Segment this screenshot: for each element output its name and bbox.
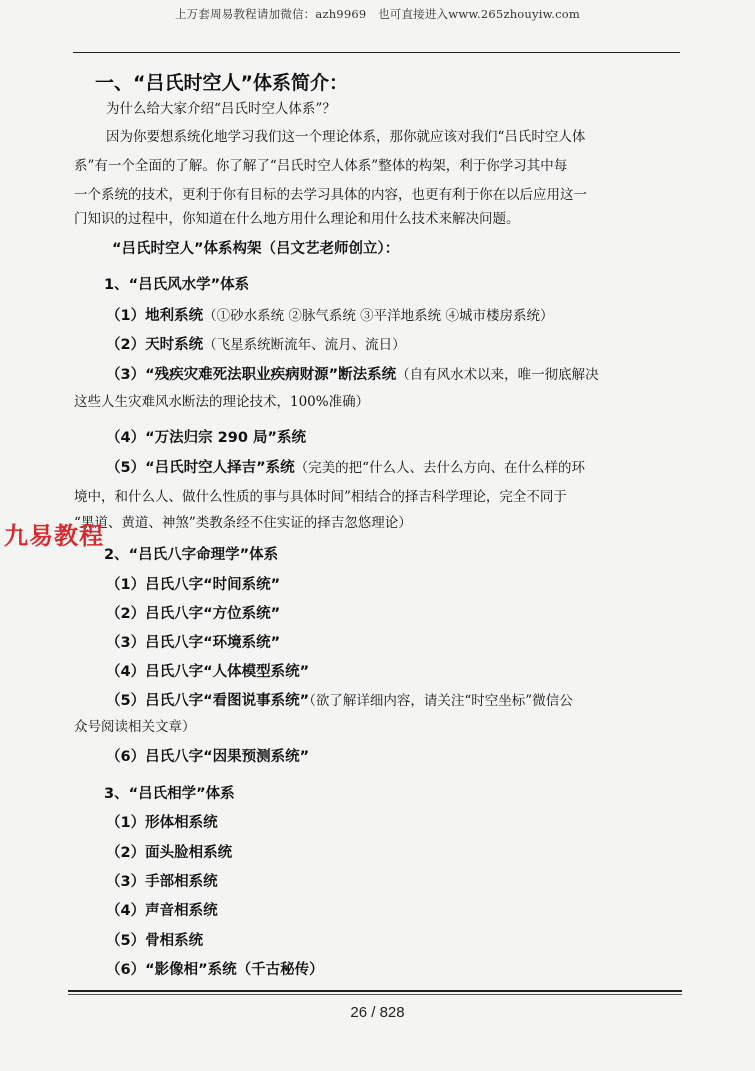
item-label: （2）天时系统 (106, 337, 204, 353)
watermark-logo: 九易教程 (4, 522, 104, 550)
item-detail-continuation: “黑道、黄道、神煞”类教条经不住实证的择吉忽悠理论） (74, 515, 412, 531)
item-detail: （①砂水系统 ②脉气系统 ③平洋地系统 ④城市楼房系统） (203, 308, 554, 324)
header-banner: 上万套周易教程请加微信：azh9969 也可直接进入www.265zhouyiw.com (174, 7, 581, 21)
item-detail: （自有风水术以来，唯一彻底解决 (396, 367, 599, 383)
framework-title: “吕氏时空人”体系构架（吕文艺老师创立）： (112, 241, 400, 257)
page-number: 26 / 828 (350, 1004, 405, 1021)
item-detail: （完美的把“什么人、去什么方向、在什么样的环 (294, 460, 586, 476)
item-label: （5）“吕氏时空人择吉”系统 (106, 460, 295, 476)
bottom-divider (68, 990, 682, 992)
list-item: （3）手部相系统 (106, 874, 218, 890)
item-detail-continuation: 众号阅读相关文章） (74, 719, 196, 735)
list-item (106, 307, 755, 325)
list-item (106, 366, 755, 384)
intro-question: 为什么给大家介绍“吕氏时空人体系”？ (106, 101, 336, 117)
intro-paragraph-line: 系”有一个全面的了解。你了解了“吕氏时空人体系”整体的构架，利于你学习其中每 (74, 158, 568, 174)
section-title: 一、“吕氏时空人”体系简介： (95, 72, 348, 94)
list-item (106, 336, 755, 354)
item-detail: （欲了解详细内容，请关注“时空坐标”微信公 (309, 693, 573, 709)
item-detail-continuation: 这些人生灾难风水断法的理论技术，100%准确） (74, 394, 370, 410)
list-item: （1）吕氏八字“时间系统” (106, 577, 281, 593)
list-item: （3）吕氏八字“环境系统” (106, 635, 281, 651)
list-item: （4）“万法归宗 290 局”系统 (106, 430, 307, 446)
item-label: （5）吕氏八字“看图说事系统” (106, 693, 310, 709)
item-detail-continuation: 境中，和什么人、做什么性质的事与具体时间”相结合的择吉科学理论，完全不同于 (74, 489, 567, 505)
list-item: （4）声音相系统 (106, 903, 218, 919)
list-item: （5）骨相系统 (106, 933, 204, 949)
list-item: （1）形体相系统 (106, 815, 218, 831)
list-item (106, 692, 755, 710)
item-detail: （飞星系统断流年、流月、流日） (203, 337, 406, 353)
intro-paragraph-line: 门知识的过程中，你知道在什么地方用什么理论和用什么技术来解决问题。 (74, 211, 520, 227)
xiangxue-heading: 3、“吕氏相学”体系 (104, 786, 235, 802)
intro-paragraph-line: 因为你要想系统化地学习我们这一个理论体系，那你就应该对我们“吕氏时空人体 (106, 129, 586, 145)
bottom-divider (68, 994, 682, 995)
list-item: （2）吕氏八字“方位系统” (106, 606, 281, 622)
intro-paragraph-line: 一个系统的技术，更利于你有目标的去学习具体的内容，也更有利于你在以后应用这一 (74, 187, 587, 203)
list-item: （6）吕氏八字“因果预测系统” (106, 749, 310, 765)
item-label: （1）地利系统 (106, 308, 204, 324)
list-item: （6）“影像相”系统（千古秘传） (106, 962, 324, 978)
list-item: （4）吕氏八字“人体模型系统” (106, 664, 310, 680)
list-item: （2）面头脸相系统 (106, 845, 233, 861)
bazi-heading: 2、“吕氏八字命理学”体系 (104, 547, 279, 563)
list-item (106, 459, 755, 477)
top-divider (73, 52, 680, 53)
fengshui-heading: 1、“吕氏风水学”体系 (104, 277, 250, 293)
item-label: （3）“残疾灾难死法职业疾病财源”断法系统 (106, 367, 397, 383)
